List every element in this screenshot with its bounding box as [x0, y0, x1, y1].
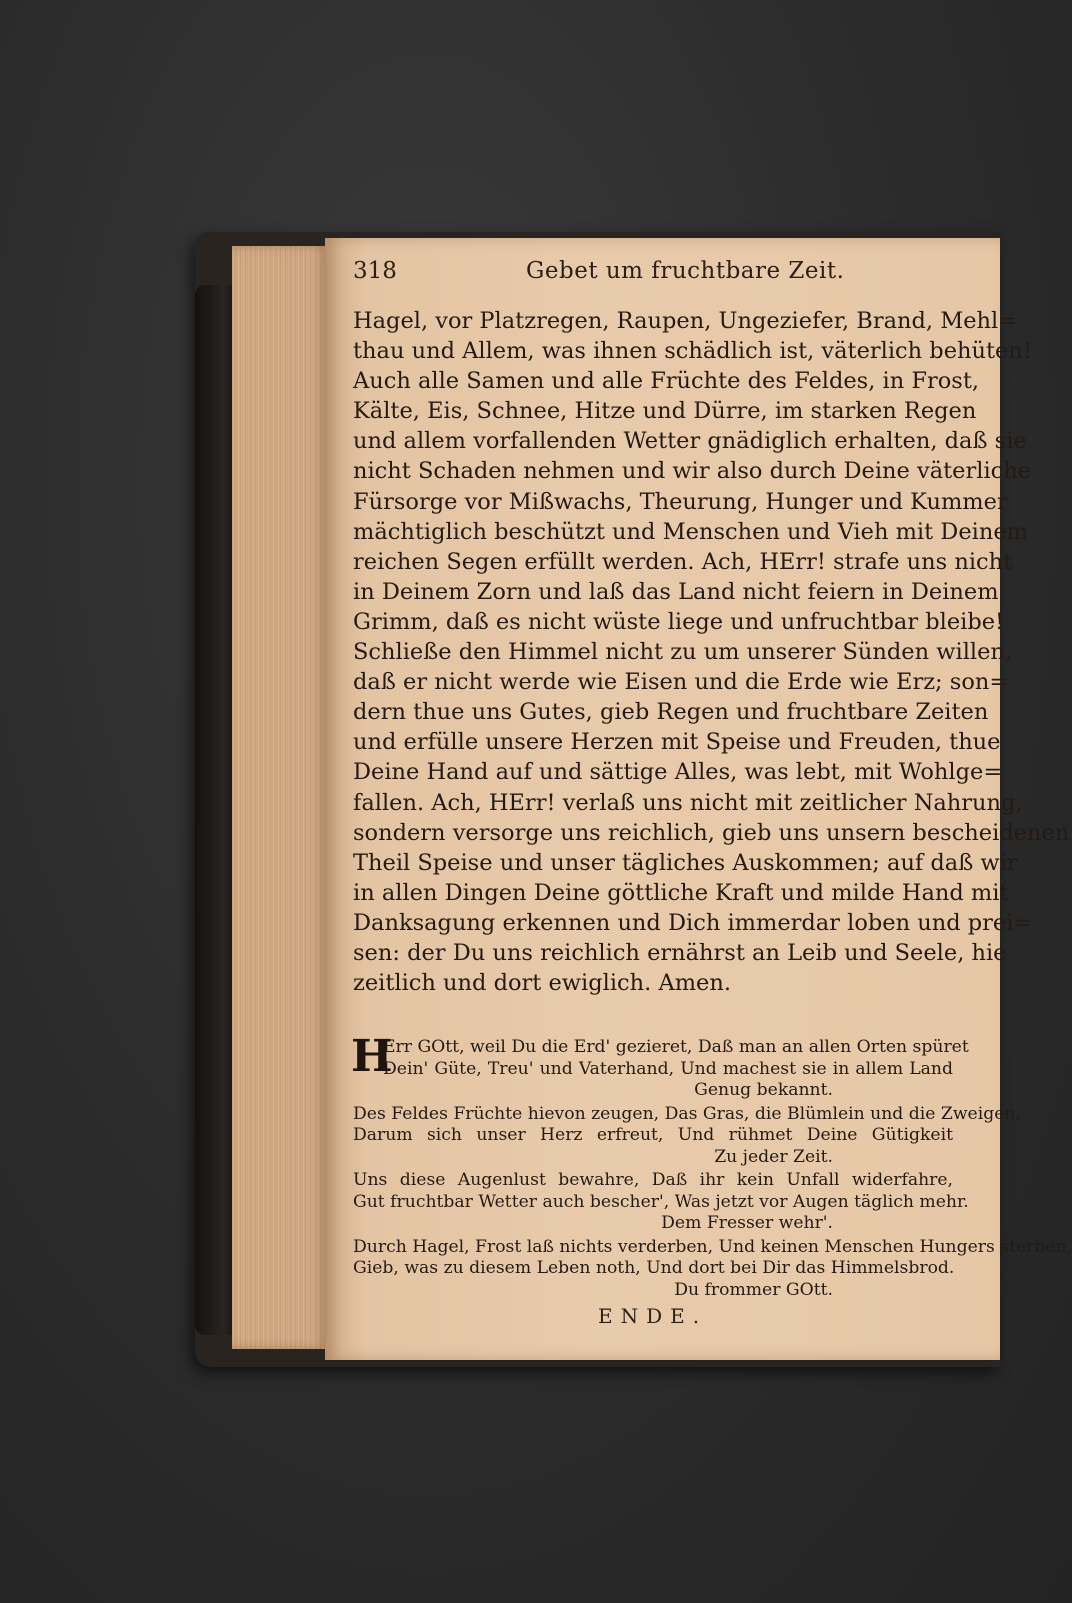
- hymn-refrain: Zu jeder Zeit.: [714, 1146, 833, 1167]
- hymn-line: Dein' Güte, Treu' und Vaterhand, Und machest sie in allem Land: [383, 1058, 953, 1079]
- text-line: sondern versorge uns reichlich, gieb uns unsern bescheidenen: [353, 819, 1070, 846]
- hymn-line: Err GOtt, weil Du die Erd' gezieret, Daß man an allen Orten spüret: [383, 1037, 969, 1057]
- text-line: Kälte, Eis, Schnee, Hitze und Dürre, im starken Regen: [353, 398, 977, 425]
- text-line: daß er nicht werde wie Eisen und die Erde wie Erz; son=: [353, 669, 1009, 696]
- text-line: thau und Allem, was ihnen schädlich ist, väterlich behüten!: [353, 338, 1032, 365]
- text-line: mächtiglich beschützt und Menschen und Vieh mit Deinem: [353, 518, 1028, 545]
- hymn-refrain: Dem Fresser wehr'.: [661, 1213, 833, 1233]
- text-line: in allen Dingen Deine göttliche Kraft und milde Hand mit: [353, 879, 1009, 906]
- drop-cap: H: [351, 1031, 393, 1082]
- text-line: zeitlich und dort ewiglich. Amen.: [353, 970, 731, 997]
- text-line: Deine Hand auf und sättige Alles, was lebt, mit Wohlge=: [353, 759, 1003, 786]
- text-line: Schließe den Himmel nicht zu um unserer Sünden willen,: [353, 639, 1013, 666]
- text-line: Theil Speise und unser tägliches Auskommen; auf daß wir: [353, 849, 1018, 876]
- hymn-stanza: [353, 1236, 1072, 1302]
- page-header: [353, 258, 953, 292]
- hymn-refrain: Genug bekannt.: [694, 1080, 833, 1100]
- text-line: dern thue uns Gutes, gieb Regen und fruchtbare Zeiten: [353, 699, 989, 726]
- running-title: Gebet um fruchtbare Zeit.: [526, 258, 845, 284]
- hymn-stanza: [351, 1031, 969, 1102]
- text-line: reichen Segen erfüllt werden. Ach, HErr! strafe uns nicht: [353, 548, 1013, 575]
- prayer-text: [353, 306, 1070, 998]
- text-line: sen: der Du uns reichlich ernährst an Leib und Seele, hie: [353, 939, 1007, 966]
- page-edges: [232, 246, 327, 1349]
- end-mark: ENDE.: [598, 1304, 708, 1328]
- hymn-line: Gut fruchtbar Wetter auch bescher', Was jetzt vor Augen täglich mehr.: [353, 1191, 969, 1212]
- text-line: Danksagung erkennen und Dich immerdar loben und prei=: [353, 909, 1033, 936]
- hymn-stanza: [353, 1103, 1021, 1169]
- text-line: Fürsorge vor Mißwachs, Theurung, Hunger und Kummer: [353, 488, 1008, 515]
- hymn-line: Darum sich unser Herz erfreut, Und rühmet Deine Gütigkeit: [353, 1125, 953, 1145]
- text-line: und allem vorfallenden Wetter gnädiglich erhalten, daß sie: [353, 428, 1027, 455]
- text-line: fallen. Ach, HErr! verlaß uns nicht mit zeitlicher Nahrung,: [353, 789, 1023, 816]
- hymn-stanza: [353, 1170, 969, 1235]
- text-line: und erfülle unsere Herzen mit Speise und Freuden, thue: [353, 729, 1001, 756]
- book-spine: [195, 285, 235, 1335]
- text-line: Auch alle Samen und alle Früchte des Feldes, in Frost,: [353, 368, 980, 395]
- text-line: Hagel, vor Platzregen, Raupen, Ungeziefer, Brand, Mehl=: [353, 308, 1018, 334]
- text-line: in Deinem Zorn und laß das Land nicht feiern in Deinem: [353, 578, 999, 605]
- hymn-line: Durch Hagel, Frost laß nichts verderben, Und keinen Menschen Hungers sterben,: [353, 1236, 1072, 1257]
- hymn-line: Des Feldes Früchte hievon zeugen, Das Gras, die Blümlein und die Zweigen,: [353, 1103, 1021, 1124]
- page-number: 318: [353, 258, 397, 284]
- hymn: [351, 1031, 1072, 1303]
- hymn-line: Uns diese Augenlust bewahre, Daß ihr kein Unfall widerfahre,: [353, 1170, 953, 1190]
- hymn-line: Gieb, was zu diesem Leben noth, Und dort bei Dir das Himmelsbrod.: [353, 1258, 955, 1278]
- hymn-refrain: Du frommer GOtt.: [674, 1279, 833, 1300]
- text-line: nicht Schaden nehmen und wir also durch Deine väterliche: [353, 458, 1032, 485]
- text-line: Grimm, daß es nicht wüste liege und unfruchtbar bleibe!: [353, 608, 1005, 635]
